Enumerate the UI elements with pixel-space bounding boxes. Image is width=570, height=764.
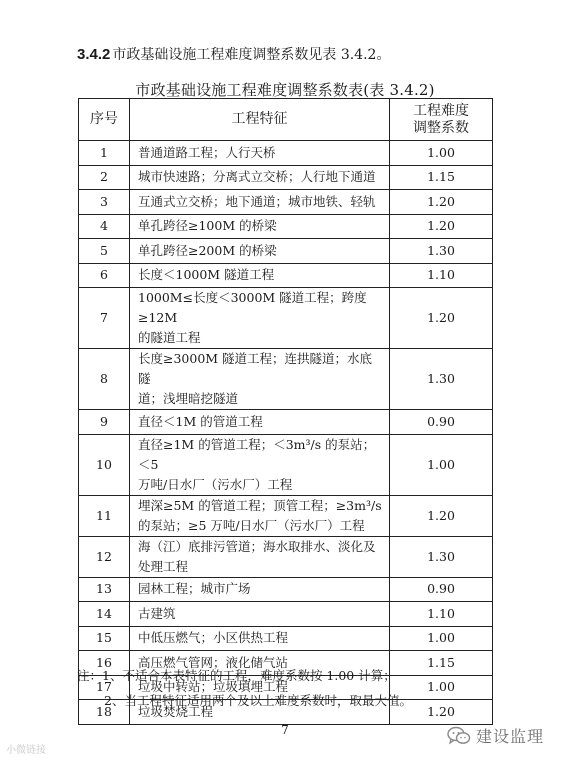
row-index-cell: 1 <box>79 141 130 166</box>
section-heading <box>77 44 390 64</box>
row-index-cell: 13 <box>79 577 130 602</box>
table-header-row <box>79 99 493 141</box>
table-row <box>79 410 493 435</box>
table-row <box>79 263 493 288</box>
row-coefficient-cell: 1.20 <box>390 288 493 349</box>
row-index-cell: 9 <box>79 410 130 435</box>
row-feature-cell: 海（江）底排污管道；海水取排水、淡化及 处理工程 <box>130 536 390 577</box>
row-coefficient-cell: 1.15 <box>390 651 493 676</box>
row-feature-cell: 长度＜1000M 隧道工程 <box>130 263 390 288</box>
row-index-cell: 10 <box>79 434 130 495</box>
row-feature-cell: 埋深≥5M 的管道工程；顶管工程；≥3m³/s 的泵站；≥5 万吨/日水厂（污水厂）工程 <box>130 495 390 536</box>
row-feature-cell: 单孔跨径≥100M 的桥梁 <box>130 214 390 239</box>
row-index-cell: 7 <box>79 288 130 349</box>
row-coefficient-cell: 1.20 <box>390 190 493 215</box>
row-feature-cell: 长度≥3000M 隧道工程；连拱隧道；水底隧 道；浅埋暗挖隧道 <box>130 349 390 410</box>
row-index-cell: 14 <box>79 602 130 627</box>
row-coefficient-cell: 1.10 <box>390 602 493 627</box>
row-feature-cell: 园林工程；城市广场 <box>130 577 390 602</box>
table-row <box>79 577 493 602</box>
row-feature-cell: 中低压燃气；小区供热工程 <box>130 626 390 651</box>
row-feature-cell: 互通式立交桥；地下通道；城市地铁、轻轨 <box>130 190 390 215</box>
note-2: 2、当工程特征适用两个及以上难度系数时，取最大值。 <box>104 693 412 708</box>
row-coefficient-cell: 1.00 <box>390 434 493 495</box>
row-index-cell: 4 <box>79 214 130 239</box>
row-feature-cell: 单孔跨径≥200M 的桥梁 <box>130 239 390 264</box>
row-feature-cell: 垃圾中转站；垃圾填埋工程 <box>130 675 390 700</box>
section-number: 3.4.2 <box>77 46 111 63</box>
table-title: 市政基础设施工程难度调整系数表(表 3.4.2) <box>135 81 435 99</box>
row-feature-cell: 城市快速路；分离式立交桥；人行地下通道 <box>130 165 390 190</box>
row-index-cell: 18 <box>79 700 130 725</box>
row-coefficient-cell: 1.20 <box>390 700 493 725</box>
table-row <box>79 165 493 190</box>
row-coefficient-cell: 0.90 <box>390 410 493 435</box>
brand-badge <box>447 724 544 747</box>
note-1: 注：1、不适合本表特征的工程，难度系数按 1.00 计算； <box>77 668 396 683</box>
table-row <box>79 602 493 627</box>
table-row <box>79 141 493 166</box>
row-index-cell: 2 <box>79 165 130 190</box>
row-index-cell: 15 <box>79 626 130 651</box>
row-index-cell: 17 <box>79 675 130 700</box>
table-row <box>79 495 493 536</box>
coefficient-table <box>78 98 493 725</box>
brand-name: 建设监理 <box>476 727 545 746</box>
watermark-text: 小微链接 <box>6 745 46 756</box>
row-index-cell: 3 <box>79 190 130 215</box>
row-coefficient-cell: 1.30 <box>390 349 493 410</box>
table-row <box>79 536 493 577</box>
row-feature-cell: 直径＜1M 的管道工程 <box>130 410 390 435</box>
row-coefficient-cell: 1.15 <box>390 165 493 190</box>
row-coefficient-cell: 1.10 <box>390 263 493 288</box>
table-row <box>79 349 493 410</box>
page-number: 7 <box>281 723 289 737</box>
table-row <box>79 214 493 239</box>
table-row <box>79 626 493 651</box>
row-coefficient-cell: 1.30 <box>390 536 493 577</box>
row-index-cell: 8 <box>79 349 130 410</box>
row-coefficient-cell: 1.20 <box>390 495 493 536</box>
row-index-cell: 6 <box>79 263 130 288</box>
row-feature-cell: 垃圾焚烧工程 <box>130 700 390 725</box>
table-row <box>79 190 493 215</box>
row-index-cell: 5 <box>79 239 130 264</box>
row-feature-cell: 1000M≤长度＜3000M 隧道工程；跨度≥12M 的隧道工程 <box>130 288 390 349</box>
row-feature-cell: 直径≥1M 的管道工程；＜3m³/s 的泵站；＜5 万吨/日水厂（污水厂）工程 <box>130 434 390 495</box>
row-feature-cell: 高压燃气管网；液化储气站 <box>130 651 390 676</box>
row-coefficient-cell: 1.30 <box>390 239 493 264</box>
row-coefficient-cell: 0.90 <box>390 577 493 602</box>
row-index-cell: 16 <box>79 651 130 676</box>
table-row <box>79 288 493 349</box>
table-row <box>79 434 493 495</box>
section-heading-text: 市政基础设施工程难度调整系数见表 3.4.2。 <box>112 47 391 63</box>
row-index-cell: 11 <box>79 495 130 536</box>
row-coefficient-cell: 1.20 <box>390 214 493 239</box>
row-coefficient-cell: 1.00 <box>390 141 493 166</box>
header-index: 序号 <box>79 99 130 141</box>
row-feature-cell: 普通道路工程；人行天桥 <box>130 141 390 166</box>
table-row <box>79 239 493 264</box>
row-index-cell: 12 <box>79 536 130 577</box>
header-coefficient: 工程难度 调整系数 <box>390 99 493 141</box>
row-coefficient-cell: 1.00 <box>390 626 493 651</box>
table-body <box>79 141 493 725</box>
wechat-icon <box>447 726 471 746</box>
row-coefficient-cell: 1.00 <box>390 675 493 700</box>
header-feature: 工程特征 <box>130 99 390 141</box>
row-feature-cell: 古建筑 <box>130 602 390 627</box>
